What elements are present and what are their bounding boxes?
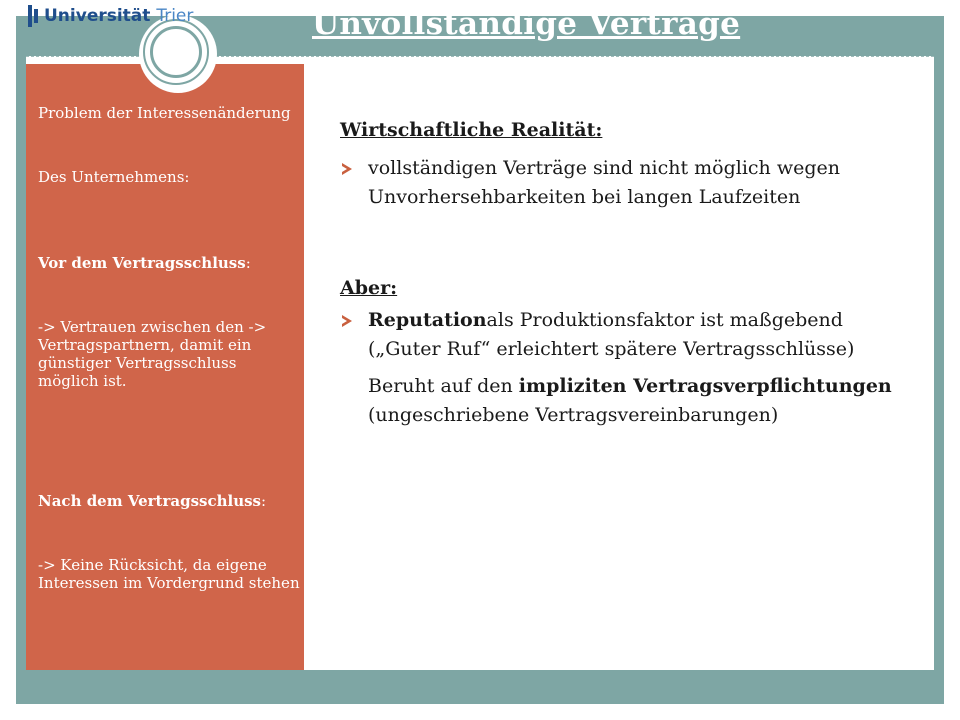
sidebar-before-text: -> Vertrauen zwischen den -> Vertragspartnern, damit ein günstiger Vertragsschluss möglich ist. <box>38 318 267 390</box>
frame-bottom-band <box>16 670 944 704</box>
slide-title: Unvollständige Verträge <box>312 6 741 42</box>
ring-inner <box>150 26 202 78</box>
main-content <box>340 118 920 430</box>
logo-city-text: Trier <box>156 6 194 26</box>
sidebar-after-heading <box>38 492 300 510</box>
frame-left-band <box>16 16 26 704</box>
bullet-complete-contracts <box>340 154 920 212</box>
implicit-obligations-paragraph <box>340 372 920 430</box>
arrow-bullet-icon <box>342 315 352 327</box>
sidebar-panel <box>26 64 304 670</box>
logo-text <box>44 6 193 26</box>
frame-right-band <box>934 16 944 704</box>
university-logo-icon <box>28 5 40 27</box>
logo-university-text: Universität <box>44 6 151 26</box>
heading-but: Aber: <box>340 277 398 299</box>
para-prefix: Beruht auf den <box>368 375 519 397</box>
sidebar-company-text: Des Unternehmens: <box>38 168 190 186</box>
sidebar-after-text: -> Keine Rücksicht, da eigene Interessen im Vordergrund stehen <box>38 556 300 592</box>
sidebar-before-colon: : <box>245 254 251 272</box>
bullet-reputation <box>340 306 920 364</box>
bullet-reputation-bold: Reputation <box>368 309 487 331</box>
heading-economic-reality: Wirtschaftliche Realität: <box>340 119 603 141</box>
university-logo <box>28 2 194 30</box>
sidebar-before-label: Vor dem Vertragsschluss <box>38 254 246 272</box>
arrow-bullet-icon <box>342 163 352 175</box>
sidebar-problem-text: Problem der Interessenänderung <box>38 104 291 122</box>
para-bold: impliziten Vertragsverpflichtungen <box>518 375 892 397</box>
sidebar-before-heading <box>38 254 300 272</box>
sidebar-after-label: Nach dem Vertragsschluss <box>38 492 261 510</box>
bullet-complete-contracts-text: vollständigen Verträge sind nicht möglich wegen Unvorhersehbarkeiten bei langen Laufzeiten <box>368 157 840 208</box>
sidebar-after-colon: : <box>261 492 267 510</box>
para-rest: (ungeschriebene Vertragsvereinbarungen) <box>368 404 779 426</box>
bullet-reputation-text: als Produktionsfaktor ist maßgebend („Guter Ruf“ erleichtert spätere Vertragsschlüsse) <box>368 309 855 360</box>
